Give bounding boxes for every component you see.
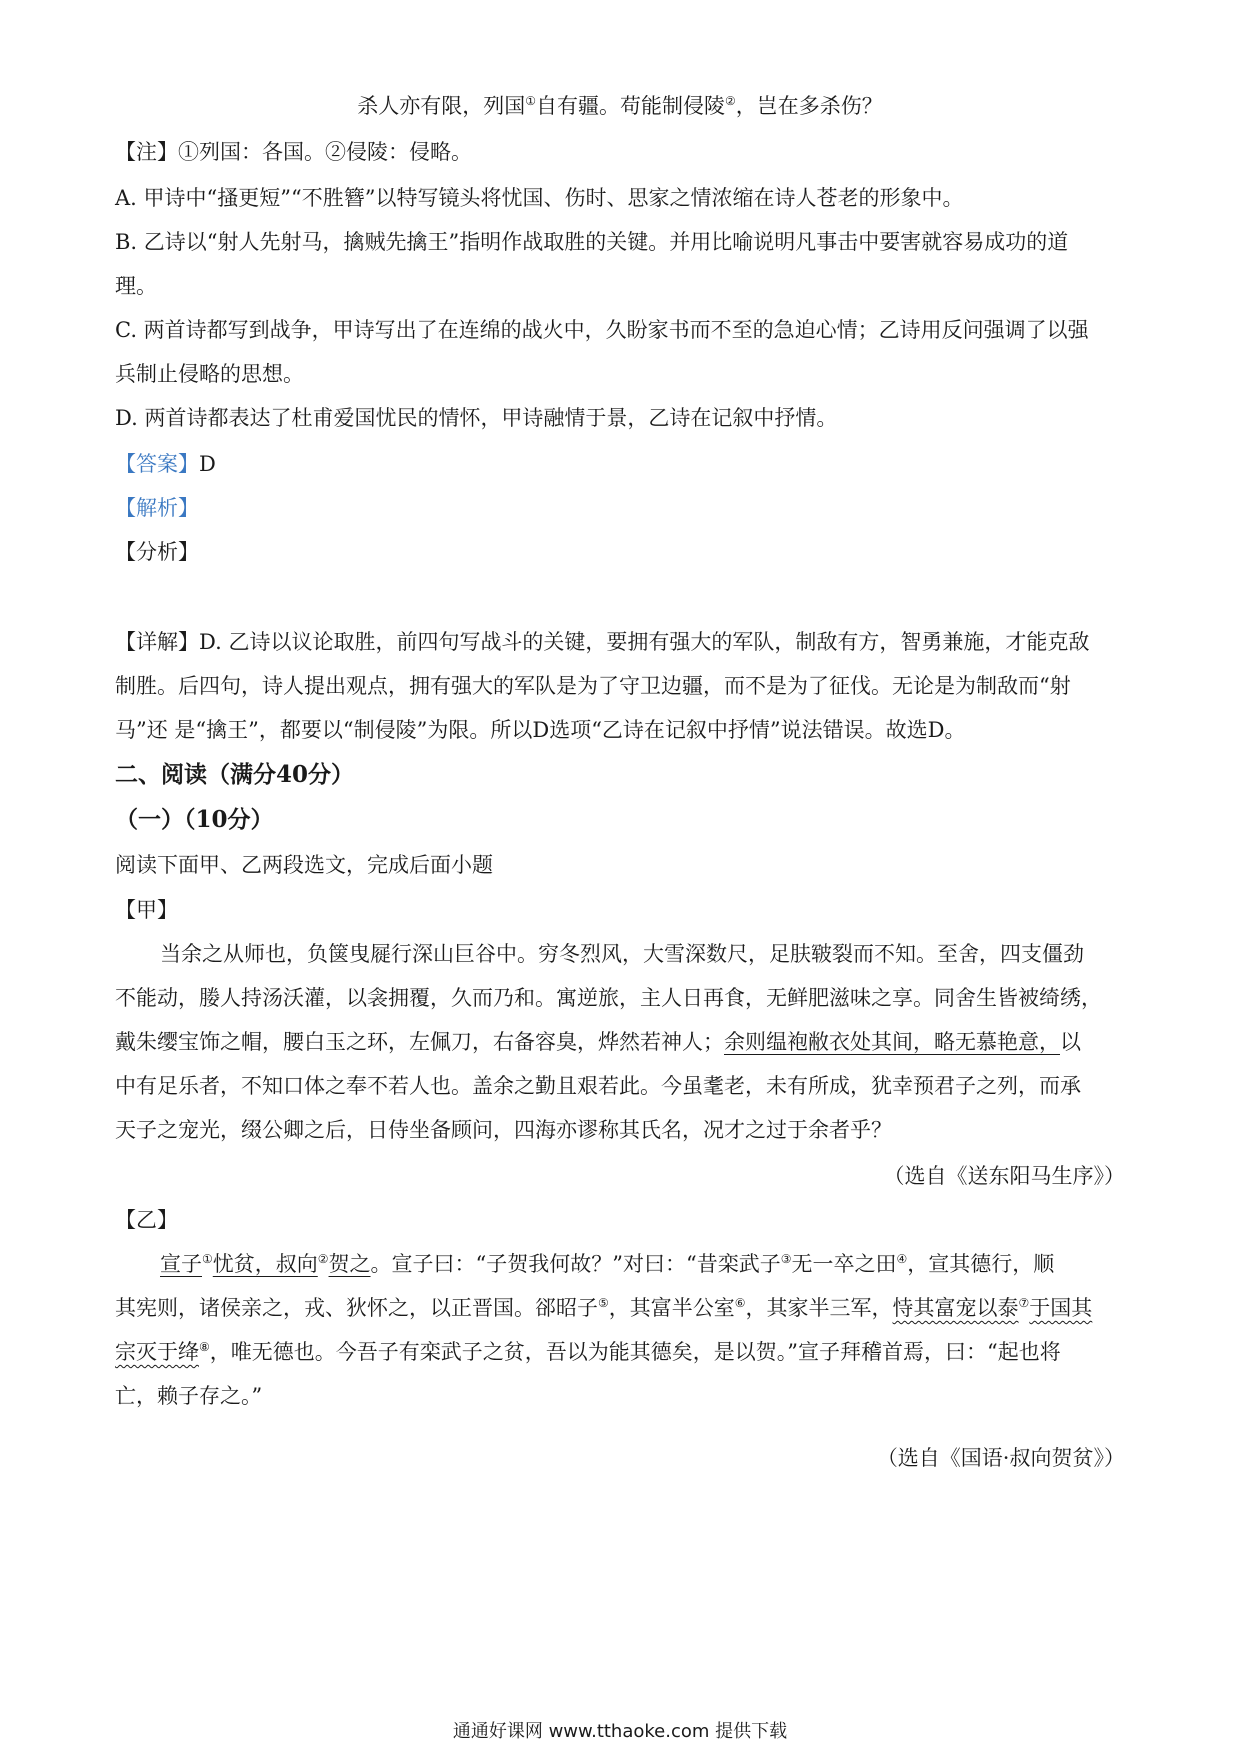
passage-yi-line4: 亡，赖子存之。”: [115, 1384, 263, 1408]
option-c-line1: C. 两首诗都写到战争，甲诗写出了在连绵的战火中，久盼家书而不至的急迫心情；乙诗用反问强调了以强: [115, 318, 1089, 342]
option-a: A. 甲诗中“搔更短”“不胜簪”以特写镜头将忧国、伤时、思家之情浓缩在诗人苍老的形象中。: [115, 186, 964, 210]
fenxi-label: 【分析】: [115, 540, 199, 564]
option-d: D. 两首诗都表达了杜甫爱国忧民的情怀，甲诗融情于景，乙诗在记叙中抒情。: [115, 406, 838, 430]
poem-line: [0, 92, 1240, 120]
analysis-label: 【解析】: [115, 496, 199, 520]
part-heading-one: （一）（10分）: [115, 806, 274, 833]
underlined-phrase: 忧贫，叔向: [212, 1252, 318, 1276]
footnote-marker: ②: [317, 1252, 329, 1266]
passage-jia-line1: 当余之从师也，负箧曳屣行深山巨谷中。穷冬烈风，大雪深数尺，足肤皲裂而不知。至舍，四支僵劲: [160, 942, 1084, 966]
poem-text-1: 杀人亦有限，列国: [357, 94, 526, 118]
passage-yi-line3: [115, 1338, 1125, 1366]
option-b-line1: B. 乙诗以“射人先射马，擒贼先擒王”指明作战取胜的关键。并用比喻说明凡事击中要害就容易成功的道: [115, 230, 1069, 254]
passage-text: 以: [1060, 1030, 1081, 1054]
answer-label: 【答案】: [115, 452, 199, 476]
passage-jia-line4: 中有足乐者，不知口体之奉不若人也。盖余之勤且艰若此。今虽耄老，未有所成，犹幸预君子之列，而承: [115, 1074, 1081, 1098]
footnote-marker: ⑤: [598, 1296, 609, 1310]
poem-text-3: ，岂在多杀伤？: [735, 94, 883, 118]
footnote-marker: ④: [896, 1252, 908, 1266]
footnote-marker: ⑧: [199, 1340, 210, 1354]
detail-line3: 马”还 是“擒王”，都要以“制侵陵”为限。所以D选项“乙诗在记叙中抒情”说法错误。故选D。: [115, 718, 966, 742]
passage-text: ，宣其德行，顺: [907, 1252, 1055, 1276]
footnote-marker: ①: [525, 94, 536, 108]
footnote-marker: ②: [725, 94, 736, 108]
footnote-marker: ⑥: [734, 1296, 746, 1310]
passage-jia-label: 【甲】: [115, 898, 178, 922]
option-c-line2: 兵制止侵略的思想。: [115, 362, 304, 386]
passage-text: ，其富半公室: [608, 1296, 735, 1320]
passage-text: 其宪则，诸侯亲之，戎、狄怀之，以正晋国。郤昭子: [115, 1296, 598, 1320]
answer-value: D: [199, 452, 216, 476]
passage-text: 无一卒之田: [791, 1252, 897, 1276]
passage-text: ，其家半三军，: [745, 1296, 893, 1320]
footnote-marker: ⑦: [1018, 1296, 1030, 1310]
wavy-underlined-phrase: 于国其: [1029, 1296, 1093, 1320]
passage-jia-line2: 不能动，媵人持汤沃灌，以衾拥覆，久而乃和。寓逆旅，主人日再食，无鲜肥滋味之享。同舍生皆被绮绣，: [115, 986, 1102, 1010]
underlined-phrase: 贺之: [328, 1252, 371, 1276]
footnote-marker: ③: [780, 1252, 792, 1266]
answer-row: [115, 450, 1125, 478]
passage-yi-line1: [160, 1250, 1125, 1278]
poem-note: 【注】①列国：各国。②侵陵：侵略。: [115, 140, 472, 164]
wavy-underlined-phrase: 恃其富宠以泰: [892, 1296, 1019, 1320]
page-footer: 通通好课网 www.tthaoke.com 提供下载: [452, 1721, 788, 1742]
underlined-sentence: 余则缊袍敝衣处其间，略无慕艳意，: [724, 1030, 1060, 1054]
option-b-line2: 理。: [115, 274, 157, 298]
passage-yi-source: （选自《国语·叔向贺贫》）: [876, 1446, 1125, 1470]
section-heading-reading: 二、阅读（满分40分）: [115, 761, 355, 788]
passage-text: 。宣子曰：“子贺我何故？”对曰：“昔栾武子: [370, 1252, 781, 1276]
wavy-underlined-phrase: 宗灭于绛: [115, 1340, 199, 1364]
reading-instruction: 阅读下面甲、乙两段选文，完成后面小题: [115, 853, 493, 877]
passage-jia-line3: [115, 1028, 1125, 1056]
poem-text-2: 自有疆。苟能制侵陵: [536, 94, 725, 118]
passage-yi-line2: [115, 1294, 1125, 1322]
underlined-phrase: 宣子: [160, 1252, 202, 1276]
footnote-marker: ①: [202, 1252, 213, 1266]
passage-yi-label: 【乙】: [115, 1208, 178, 1232]
detail-line2: 制胜。后四句，诗人提出观点，拥有强大的军队是为了守卫边疆，而不是为了征伐。无论是为制敌而“射: [115, 674, 1071, 698]
passage-jia-line5: 天子之宠光，缀公卿之后，日侍坐备顾问，四海亦谬称其氏名，况才之过于余者乎？: [115, 1118, 892, 1142]
passage-jia-source: （选自《送东阳马生序》）: [883, 1164, 1125, 1188]
passage-text: 戴朱缨宝饰之帽，腰白玉之环，左佩刀，右备容臭，烨然若神人；: [115, 1030, 724, 1054]
passage-text: ，唯无德也。今吾子有栾武子之贫，吾以为能其德矣，是以贺。”宣子拜稽首焉，曰：“起也将: [209, 1340, 1061, 1364]
detail-line1: 【详解】D. 乙诗以议论取胜，前四句写战斗的关键，要拥有强大的军队，制敌有方，智勇兼施，才能克敌: [115, 630, 1090, 654]
